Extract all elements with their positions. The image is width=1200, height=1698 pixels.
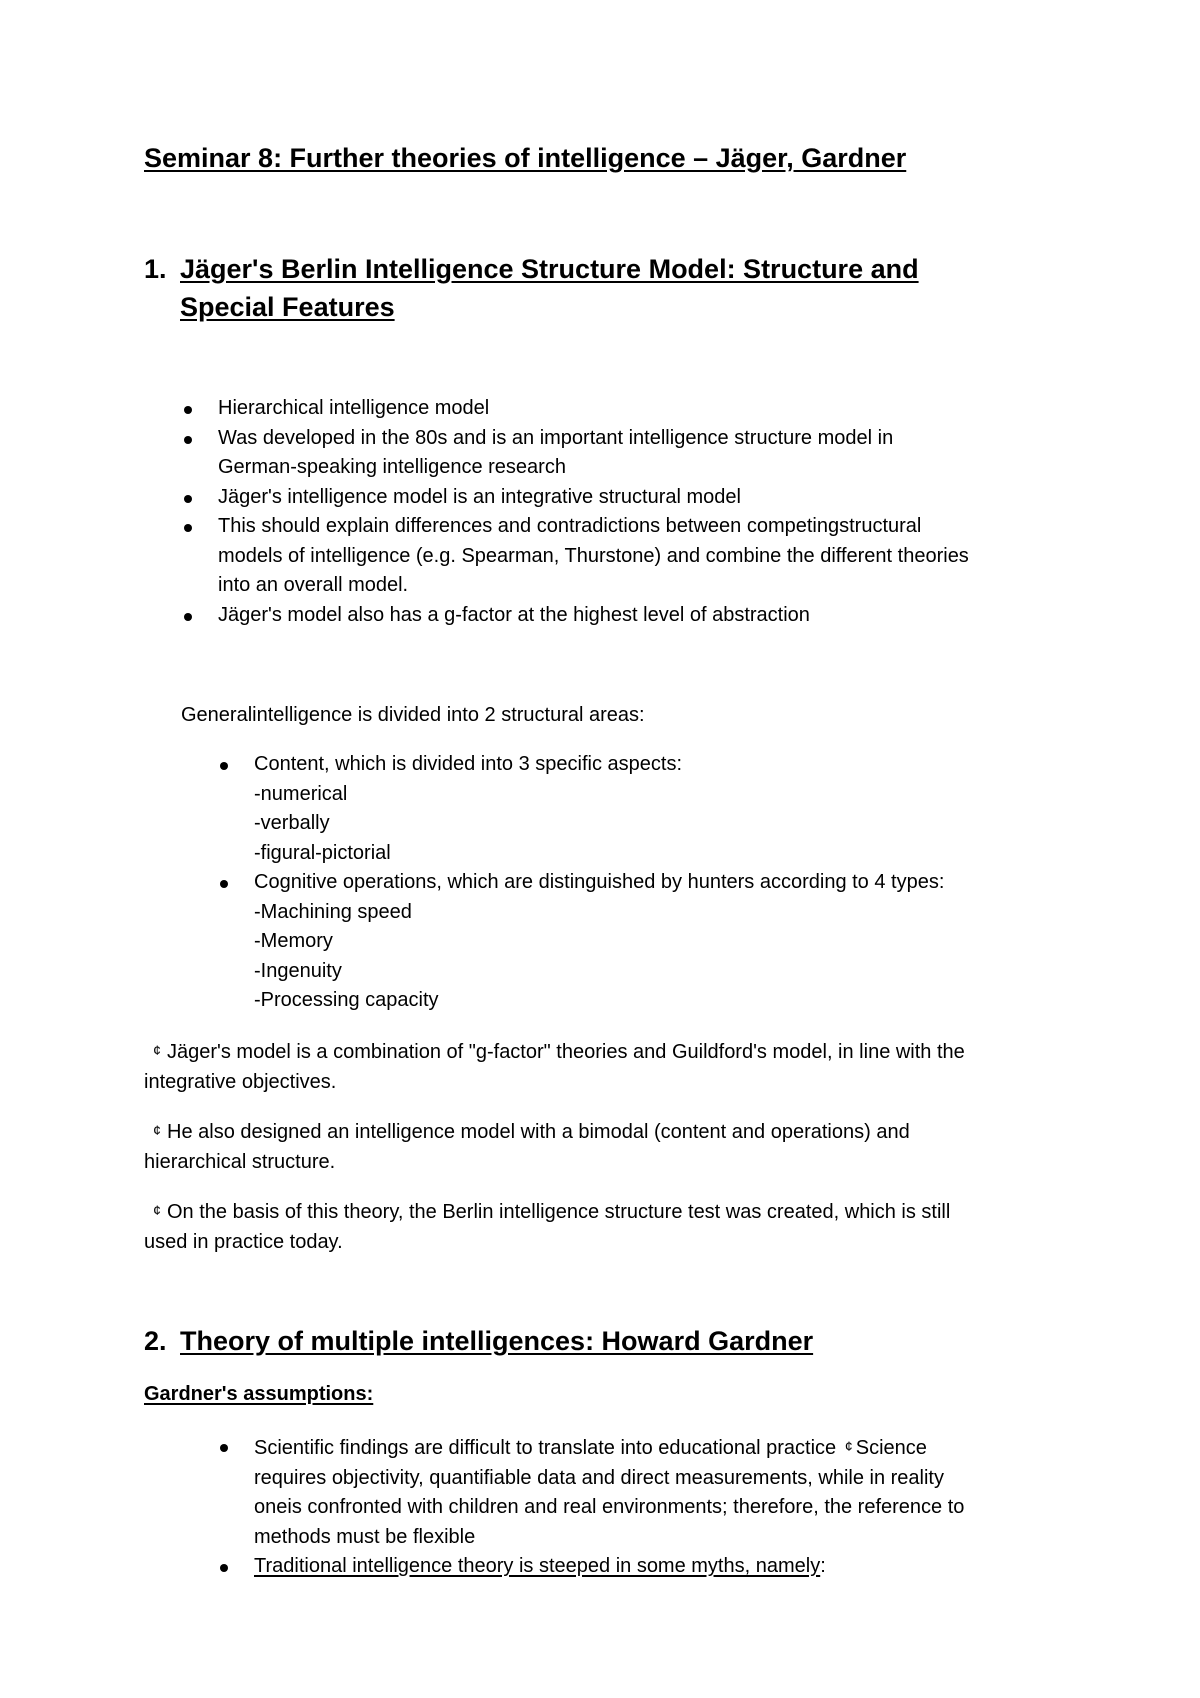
section-2-heading-text: Theory of multiple intelligences: Howard Gardner <box>180 1326 814 1356</box>
conclusion-text: hierarchical structure. <box>144 1150 336 1173</box>
section-2-heading <box>144 1322 1044 1362</box>
structural-areas-list <box>254 750 1114 1016</box>
list-item <box>254 1552 1114 1582</box>
general-intelligence-intro: Generalintelligence is divided into 2 structural areas: <box>181 704 645 726</box>
conclusion-text: Jäger's model is a combination of "g-factor" theories and Guildford's model, in line with the <box>167 1041 965 1063</box>
conclusion-text: He also designed an intelligence model with a bimodal (content and operations) and <box>167 1121 910 1143</box>
conclusion-text: On the basis of this theory, the Berlin intelligence structure test was created, which is still <box>167 1201 951 1223</box>
list-item <box>218 424 1098 483</box>
bullet-icon <box>184 613 192 621</box>
bullet-icon <box>220 762 228 770</box>
list-item <box>218 394 1098 424</box>
section-1-heading <box>144 250 1044 330</box>
section-1-heading-line2: Special Features <box>180 292 395 322</box>
section-1-heading-line1: Jäger's Berlin Intelligence Structure Model: Structure and <box>180 254 919 284</box>
bullet-icon <box>220 1564 228 1572</box>
section-2-bullet-list <box>254 1432 1114 1582</box>
bullet-text-part: Science <box>855 1437 927 1459</box>
area-subitem: -Machining speed <box>254 900 412 923</box>
list-item <box>218 483 1098 513</box>
page-title: Seminar 8: Further theories of intelligence – Jäger, Gardner <box>144 143 907 173</box>
section-1-number: 1. <box>144 254 167 284</box>
bullet-icon <box>184 436 192 444</box>
conclusion-text: used in practice today. <box>144 1230 343 1253</box>
conclusion-paragraph <box>144 1196 1104 1257</box>
bullet-text: oneis confronted with children and real environments; therefore, the reference to <box>254 1496 965 1518</box>
bullet-icon <box>220 1444 228 1452</box>
conclusion-paragraph <box>144 1116 1104 1177</box>
bullet-text <box>254 1432 1114 1464</box>
bullet-text: Hierarchical intelligence model <box>218 397 490 419</box>
area-subitem: -Processing capacity <box>254 989 439 1011</box>
bullet-text-tail: : <box>820 1555 826 1577</box>
bullet-text: German-speaking intelligence research <box>218 456 566 478</box>
bullet-text: requires objectivity, quantifiable data and direct measurements, while in reality <box>254 1466 944 1489</box>
arrow-icon: ¢ <box>153 1042 161 1058</box>
gardner-assumptions-heading: Gardner's assumptions: <box>144 1383 374 1405</box>
bullet-text <box>254 1552 1114 1582</box>
conclusion-paragraph <box>144 1036 1104 1097</box>
area-subitem: -Memory <box>254 930 333 952</box>
conclusion-text: integrative objectives. <box>144 1070 337 1093</box>
area-subitem: -verbally <box>254 812 330 834</box>
area-subitem: -numerical <box>254 782 348 805</box>
bullet-text-underlined: Traditional intelligence theory is steeped in some myths, namely <box>254 1555 821 1577</box>
bullet-text: into an overall model. <box>218 574 409 596</box>
arrow-icon: ¢ <box>844 1438 853 1454</box>
arrow-icon: ¢ <box>153 1122 161 1138</box>
area-subitem: -figural-pictorial <box>254 841 391 864</box>
bullet-text: Jäger's model also has a g-factor at the highest level of abstraction <box>218 603 810 626</box>
bullet-text: Was developed in the 80s and is an important intelligence structure model in <box>218 426 894 449</box>
arrow-icon: ¢ <box>153 1202 161 1218</box>
section-1-bullet-list <box>218 394 1098 630</box>
section-2-number: 2. <box>144 1326 167 1356</box>
bullet-text: Jäger's intelligence model is an integrative structural model <box>218 485 741 508</box>
bullet-text: This should explain differences and contradictions between competingstructural <box>218 515 922 537</box>
list-item <box>254 1432 1114 1552</box>
area-subitem: -Ingenuity <box>254 959 342 982</box>
list-item <box>254 868 1114 1016</box>
bullet-text-part: Scientific findings are difficult to translate into educational practice <box>254 1437 837 1459</box>
list-item <box>218 512 1098 601</box>
list-item <box>218 601 1098 631</box>
bullet-icon <box>184 495 192 503</box>
bullet-icon <box>220 880 228 888</box>
bullet-text: models of intelligence (e.g. Spearman, Thurstone) and combine the different theories <box>218 544 969 567</box>
bullet-icon <box>184 524 192 532</box>
area-text: Content, which is divided into 3 specific aspects: <box>254 753 682 775</box>
area-text: Cognitive operations, which are distinguished by hunters according to 4 types: <box>254 871 945 893</box>
list-item <box>254 750 1114 868</box>
bullet-icon <box>184 406 192 414</box>
bullet-text: methods must be flexible <box>254 1525 476 1548</box>
